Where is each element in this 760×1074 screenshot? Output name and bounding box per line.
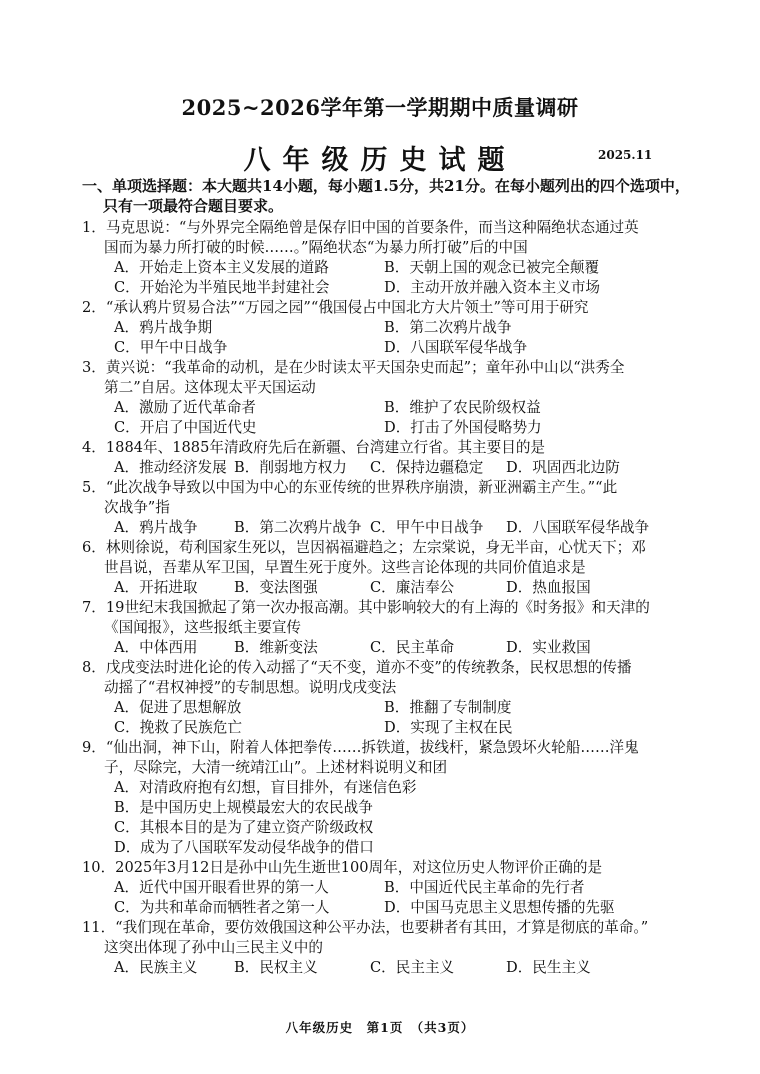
question-number: 9．: [82, 739, 106, 756]
question-stem-line: 黄兴说：“我革命的动机，是在少时读太平天国杂史而起”；童年孙中山以“洪秀全: [105, 359, 625, 376]
question-number: 4．: [82, 439, 106, 456]
question-stem-line: 马克思说：“与外界完全隔绝曾是保存旧中国的首要条件，而当这种隔绝状态通过英: [105, 219, 639, 236]
answer-option: A．激励了近代革命者: [114, 399, 256, 416]
question-stem-line: 次战争”指: [104, 499, 170, 516]
question-stem: [82, 738, 712, 778]
answer-option: C．廉洁奉公: [370, 579, 455, 596]
question-stem: [82, 918, 712, 958]
option-group: [82, 578, 712, 598]
question-stem-line: “我们现在革命，要仿效俄国这种公平办法，也要耕者有其田，才算是彻底的革命。”: [115, 919, 649, 936]
answer-option: D．实业救国: [506, 639, 591, 656]
option-group: [82, 698, 712, 738]
section-heading: [82, 176, 712, 216]
question-number: 10．: [82, 859, 116, 876]
question-item: [82, 438, 712, 478]
page-footer: 八年级历史 第1页 （共3页）: [285, 1020, 475, 1035]
answer-option: A．民族主义: [114, 959, 198, 976]
section-heading-line2: 只有一项最符合题目要求。: [103, 197, 284, 215]
answer-option: A．开始走上资本主义发展的道路: [114, 259, 329, 276]
answer-option: B．维护了农民阶级权益: [384, 399, 541, 416]
answer-option: B．民权主义: [234, 959, 318, 976]
answer-option: C．甲午中日战争: [114, 339, 228, 356]
answer-option: B．是中国历史上规模最宏大的农民战争: [114, 799, 373, 816]
answer-option: A．鸦片战争期: [114, 319, 213, 336]
question-stem: [82, 358, 712, 398]
question-stem: [82, 658, 712, 698]
question-number: 2．: [82, 299, 106, 316]
option-group: [82, 258, 712, 298]
question-item: [82, 658, 712, 738]
option-group: [82, 398, 712, 438]
answer-option: D．八国联军侵华战争: [506, 519, 650, 536]
answer-option: D．成为了八国联军发动侵华战争的借口: [114, 839, 374, 856]
question-stem-line: 动摇了“君权神授”的专制思想。说明戊戌变法: [104, 679, 397, 696]
question-stem: [82, 858, 712, 878]
answer-option: A．中体西用: [114, 639, 198, 656]
answer-option: A．开拓进取: [114, 579, 198, 596]
answer-option: D．打击了外国侵略势力: [384, 419, 542, 436]
answer-option: C．保持边疆稳定: [370, 459, 484, 476]
question-stem-line: 19世纪末我国掀起了第一次办报高潮。其中影响较大的有上海的《时务报》和天津的: [105, 599, 650, 616]
answer-option: D．八国联军侵华战争: [384, 339, 528, 356]
question-item: [82, 218, 712, 298]
exam-date: 2025.11: [598, 148, 653, 162]
option-group: [82, 958, 712, 978]
answer-option: C．其根本目的是为了建立资产阶级政权: [114, 819, 374, 836]
question-stem-line: 子，尽除完，大清一统靖江山”。上述材料说明义和团: [104, 759, 448, 776]
exam-title-line1: 2025~2026学年第一学期期中质量调研: [181, 95, 579, 120]
answer-option: B．第二次鸦片战争: [234, 519, 362, 536]
answer-option: D．中国马克思主义思想传播的先驱: [384, 899, 615, 916]
question-item: [82, 358, 712, 438]
option-group: [82, 638, 712, 658]
question-number: 5．: [82, 479, 106, 496]
question-number: 6．: [82, 539, 106, 556]
question-stem-line: 戊戌变法时进化论的传入动摇了“天不变，道亦不变”的传统教条，民权思想的传播: [105, 659, 632, 676]
question-stem-line: “承认鸦片贸易合法”“万园之园”“俄国侵占中国北方大片领土”等可用于研究: [105, 299, 589, 316]
question-item: [82, 738, 712, 858]
question-item: [82, 298, 712, 358]
question-stem-line: 这突出体现了孙中山三民主义中的: [104, 939, 323, 956]
question-stem-line: 世昌说，吾辈从军卫国，早置生死于度外。这些言论体现的共同价值追求是: [104, 559, 586, 576]
question-item: [82, 858, 712, 918]
question-stem-line: “此次战争导致以中国为中心的东亚传统的世界秩序崩溃，新亚洲霸主产生。”“此: [105, 479, 618, 496]
answer-option: B．第二次鸦片战争: [384, 319, 512, 336]
question-item: [82, 598, 712, 658]
question-number: 11．: [82, 919, 116, 936]
answer-option: B．中国近代民主革命的先行者: [384, 879, 585, 896]
answer-option: C．民主革命: [370, 639, 455, 656]
question-number: 8．: [82, 659, 106, 676]
answer-option: D．主动开放并融入资本主义市场: [384, 279, 601, 296]
answer-option: C．开始沦为半殖民地半封建社会: [114, 279, 330, 296]
answer-option: A．鸦片战争: [114, 519, 198, 536]
question-stem-line: “仙出洞，神下山，附着人体把拳传……拆铁道，拔线杆，紧急毁坏火轮船……洋鬼: [105, 739, 639, 756]
question-item: [82, 538, 712, 598]
answer-option: A．推动经济发展: [114, 459, 227, 476]
question-stem-line: 《国闻报》，这些报纸主要宣传: [104, 619, 302, 636]
question-stem: [82, 598, 712, 638]
question-stem: [82, 478, 712, 518]
option-group: [82, 778, 712, 858]
answer-option: D．民生主义: [506, 959, 591, 976]
question-item: [82, 478, 712, 538]
question-stem-line: 第二”自居。这体现太平天国运动: [104, 379, 316, 396]
answer-option: C．挽救了民族危亡: [114, 719, 242, 736]
question-stem-line: 2025年3月12日是孙中山先生逝世100周年，对这位历史人物评价正确的是: [115, 859, 603, 876]
answer-option: C．为共和革命而牺牲者之第一人: [114, 899, 330, 916]
question-stem: [82, 438, 712, 458]
answer-option: C．民主主义: [370, 959, 455, 976]
question-stem-line: 林则徐说，苟利国家生死以，岂因祸福避趋之；左宗棠说，身无半亩，心忧天下；邓: [105, 539, 646, 556]
option-group: [82, 458, 712, 478]
answer-option: B．天朝上国的观念已被完全颠覆: [384, 259, 600, 276]
option-group: [82, 518, 712, 538]
option-group: [82, 318, 712, 358]
question-stem: [82, 298, 712, 318]
answer-option: B．维新变法: [234, 639, 318, 656]
answer-option: D．热血报国: [506, 579, 591, 596]
answer-option: D．巩固西北边防: [506, 459, 620, 476]
answer-option: D．实现了主权在民: [384, 719, 513, 736]
answer-option: A．近代中国开眼看世界的第一人: [114, 879, 329, 896]
question-number: 1．: [82, 219, 106, 236]
answer-option: B．变法图强: [234, 579, 318, 596]
exam-title-line2: 八年级历史试题: [243, 145, 517, 176]
question-number: 3．: [82, 359, 106, 376]
section-heading-line1: 一、单项选择题：本大题共14小题，每小题1.5分，共21分。在每小题列出的四个选项中，: [82, 177, 690, 195]
answer-option: A．促进了思想解放: [114, 699, 242, 716]
answer-option: A．对清政府抱有幻想，盲目排外，有迷信色彩: [114, 779, 417, 796]
option-group: [82, 878, 712, 918]
answer-option: C．开启了中国近代史: [114, 419, 257, 436]
question-stem: [82, 218, 712, 258]
answer-option: B．推翻了专制制度: [384, 699, 512, 716]
answer-option: B．削弱地方权力: [234, 459, 347, 476]
question-number: 7．: [82, 599, 106, 616]
question-stem-line: 1884年、1885年清政府先后在新疆、台湾建立行省。其主要目的是: [105, 439, 546, 456]
question-item: [82, 918, 712, 978]
question-stem: [82, 538, 712, 578]
question-list: [82, 218, 712, 978]
answer-option: C．甲午中日战争: [370, 519, 484, 536]
question-stem-line: 国而为暴力所打破的时候……。”隔绝状态“为暴力所打破”后的中国: [104, 239, 528, 256]
